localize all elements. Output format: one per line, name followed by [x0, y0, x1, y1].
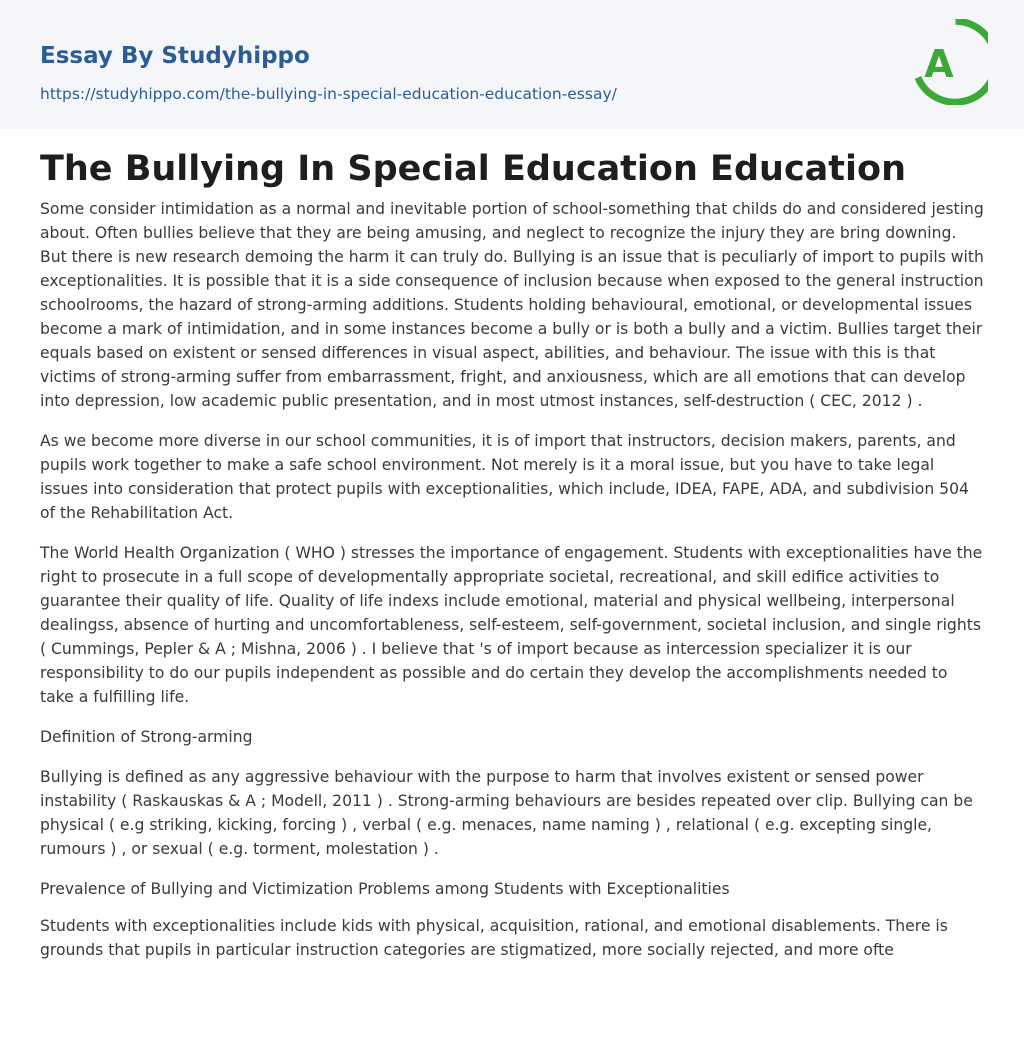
essay-body [40, 197, 984, 962]
section-heading: Definition of Strong-arming [40, 728, 253, 746]
essay-url-link[interactable]: https://studyhippo.com/the-bullying-in-special-education-education-essay/ [40, 85, 617, 103]
essay-content [0, 129, 1024, 962]
section-heading: Prevalence of Bullying and Victimization Problems among Students with Exceptionalities [40, 880, 730, 898]
essay-paragraph: Students with exceptionalities include kids with physical, acquisition, rational, and emotional disablements. There is grounds that pupils in particular instruction categories are stigmatized, more socially rejected, and more ofte [40, 917, 948, 959]
studyhippo-logo-icon[interactable] [912, 19, 988, 105]
essay-paragraph: Some consider intimidation as a normal and inevitable portion of school-something that childs do and considered jesting about. Often bullies believe that they are being amusing, and neglect to recognize the injury they are bring downing. But there is new research demoing the harm it can truly do. Bullying is an issue that is peculiarly of import to pupils with exceptionalities. It is possible that it is a side consequence of inclusion because when exposed to the general instruction schoolrooms, the hazard of strong-arming additions. Students holding behavioural, emotional, or developmental issues become a mark of intimidation, and in some instances become a bully or is both a bully and a victim. Bullies target their equals based on existent or sensed differences in visual aspect, abilities, and behaviour. The issue with this is that victims of strong-arming suffer from embarrassment, fright, and anxiousness, which are all emotions that can develop into depression, low academic public presentation, and in most utmost instances, self-destruction ( CEC, 2012 ) . [40, 200, 984, 410]
essay-paragraph: The World Health Organization ( WHO ) stresses the importance of engagement. Students with exceptionalities have the right to prosecute in a full scope of developmentally appropriate societal, recreational, and skill edifice activities to guarantee their quality of life. Quality of life indexs include emotional, material and physical wellbeing, interpersonal dealingss, absence of hurting and uncomfortableness, self-esteem, self-government, societal inclusion, and single rights ( Cummings, Pepler & A ; Mishna, 2006 ) . I believe that 's of import because as intercession specializer it is our responsibility to do our pupils independent as possible and do certain they develop the accomplishments needed to take a fulfilling life. [40, 544, 983, 706]
site-header [0, 0, 1024, 129]
essay-title: The Bullying In Special Education Education [40, 149, 906, 189]
logo-letter: A [924, 42, 954, 86]
essay-paragraph: Bullying is defined as any aggressive behaviour with the purpose to harm that involves existent or sensed power instability ( Raskauskas & A ; Modell, 2011 ) . Strong-arming behaviours are besides repeated over clip. Bullying can be physical ( e.g striking, kicking, forcing ) , verbal ( e.g. menaces, name naming ) , relational ( e.g. excepting single, rumours ) , or sexual ( e.g. torment, molestation ) . [40, 768, 973, 858]
site-title[interactable]: Essay By Studyhippo [40, 43, 310, 69]
essay-paragraph: As we become more diverse in our school communities, it is of import that instructors, decision makers, parents, and pupils work together to make a safe school environment. Not merely is it a moral issue, but you have to take legal issues into consideration that protect pupils with exceptionalities, which include, IDEA, FAPE, ADA, and subdivision 504 of the Rehabilitation Act. [40, 432, 969, 522]
